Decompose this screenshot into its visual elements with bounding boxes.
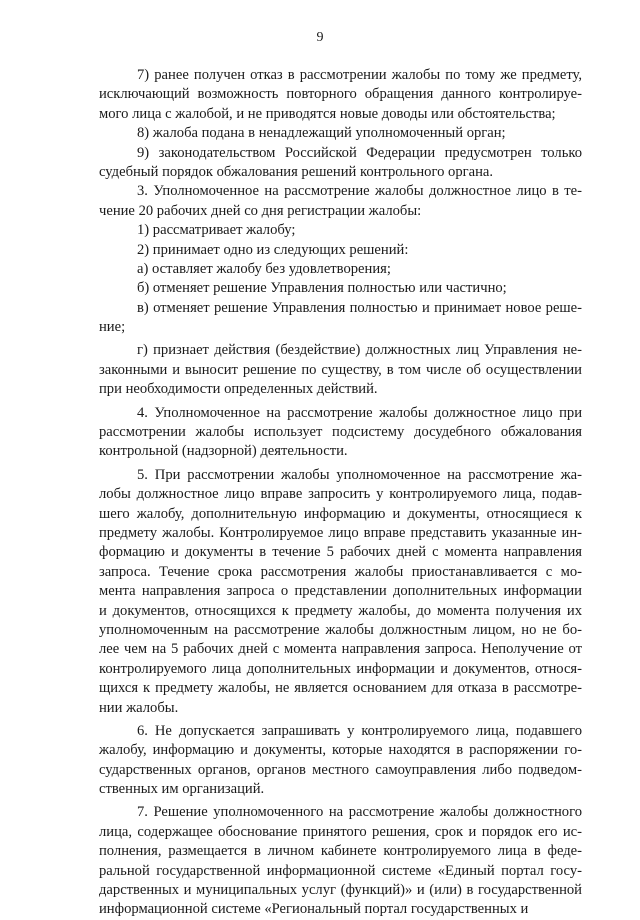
paragraph-s3-b [99, 279, 582, 298]
text-line: 2) принимает одно из следующих решений: [137, 241, 409, 258]
text-line: лобы должностное лицо вправе запросить у контролируемого лица, подав- [99, 486, 582, 503]
text-line: рассмотрении жалобы использует подсистему досудебного обжалования [99, 424, 582, 441]
text-line: а) оставляет жалобу без удовлетворения; [137, 260, 391, 277]
text-line: лее чем на 5 рабочих дней с момента направления запроса. Неполучение от [99, 641, 582, 658]
paragraph-s3-a [99, 260, 582, 279]
text-line: информационной системе «Региональный портал государственных и [99, 901, 529, 918]
text-line: 6. Не допускается запрашивать у контролируемого лица, подавшего [137, 722, 582, 739]
text-line: шего жалобу, дополнительную информацию и документы, относящиеся к [99, 505, 582, 522]
paragraph-s3 [99, 182, 582, 221]
text-line: г) признает действия (бездействие) должностных лиц Управления не- [137, 342, 582, 359]
text-line: 1) рассматривает жалобу; [137, 222, 296, 239]
text-line: судебный порядок обжалования решений контрольного органа. [99, 163, 494, 180]
text-line: и документов, относящихся к предмету жалобы, до момента получения их [99, 602, 582, 619]
text-line: законными и выносит решение по существу, в том числе об осуществлении [99, 361, 582, 378]
text-line: запроса. Течение срока рассмотрения жалобы приостанавливается с мо- [99, 563, 582, 580]
paragraph-s3-2 [99, 241, 582, 260]
text-line: 8) жалоба подана в ненадлежащий уполномоченный орган; [137, 125, 506, 142]
text-line: 4. Уполномоченное на рассмотрение жалобы должностное лицо при [137, 404, 582, 421]
paragraph-s5 [99, 466, 582, 718]
text-line: 3. Уполномоченное на рассмотрение жалобы должностное лицо в те- [137, 183, 582, 200]
text-line: б) отменяет решение Управления полностью или частично; [137, 280, 507, 297]
document-body [99, 66, 582, 920]
text-line: сударственных органов, органов местного самоуправления либо подведом- [99, 761, 582, 778]
text-line: лица, содержащее обоснование принятого решения, срок и порядок его ис- [99, 823, 582, 840]
text-line: 5. При рассмотрении жалобы уполномоченное на рассмотрение жа- [137, 466, 582, 483]
text-line: при необходимости определенных действий. [99, 381, 378, 398]
paragraph-s4 [99, 404, 582, 462]
text-line: полнения, размещается в личном кабинете контролируемого лица в феде- [99, 843, 582, 860]
text-line: в) отменяет решение Управления полностью и принимает новое реше- [137, 299, 582, 316]
text-line: контрольной (надзорной) деятельности. [99, 443, 348, 460]
text-line: мого лица с жалобой, и не приводятся новые доводы или обстоятельства; [99, 105, 556, 122]
text-line: щихся к предмету жалобы, не является основанием для отказа в рассмотре- [99, 680, 582, 697]
text-line: формацию и документы в течение 5 рабочих дней с момента направления [99, 544, 582, 561]
text-line: ральной государственной информационной системе «Единый портал госу- [99, 862, 582, 879]
text-line: дарственных и муниципальных услуг (функций)» и (или) в государственной [99, 882, 582, 899]
text-line: 7) ранее получен отказ в рассмотрении жалобы по тому же предмету, [137, 67, 582, 83]
paragraph-s6 [99, 722, 582, 800]
text-line: уполномоченным на рассмотрение жалобы должностным лицом, но не бо- [99, 621, 582, 638]
text-line: чение 20 рабочих дней со дня регистрации жалобы: [99, 202, 422, 219]
text-line: контролируемого лица дополнительных информации и документов, относя- [99, 660, 582, 677]
paragraph-p9 [99, 144, 582, 183]
text-line: жалобу, информацию и документы, которые находятся в распоряжении го- [99, 742, 582, 759]
text-line: 7. Решение уполномоченного на рассмотрение жалобы должностного [137, 804, 582, 821]
paragraph-p8 [99, 124, 582, 143]
text-line: 9) законодательством Российской Федерации предусмотрен только [137, 144, 582, 161]
paragraph-p7 [99, 66, 582, 124]
paragraph-s3-g [99, 341, 582, 399]
text-line: нии жалобы. [99, 699, 179, 716]
text-line: ние; [99, 319, 126, 336]
text-line: предмету жалобы. Контролируемое лицо вправе представить указанные ин- [99, 524, 582, 541]
paragraph-s7 [99, 803, 582, 919]
paragraph-s3-v [99, 299, 582, 338]
page-number: 9 [316, 30, 324, 45]
paragraph-s3-1 [99, 221, 582, 240]
text-line: исключающий возможность повторного обращения данного контролируе- [99, 86, 582, 103]
text-line: ственных им организаций. [99, 781, 265, 798]
text-line: мента направления запроса о представлении дополнительных информации [99, 583, 582, 600]
